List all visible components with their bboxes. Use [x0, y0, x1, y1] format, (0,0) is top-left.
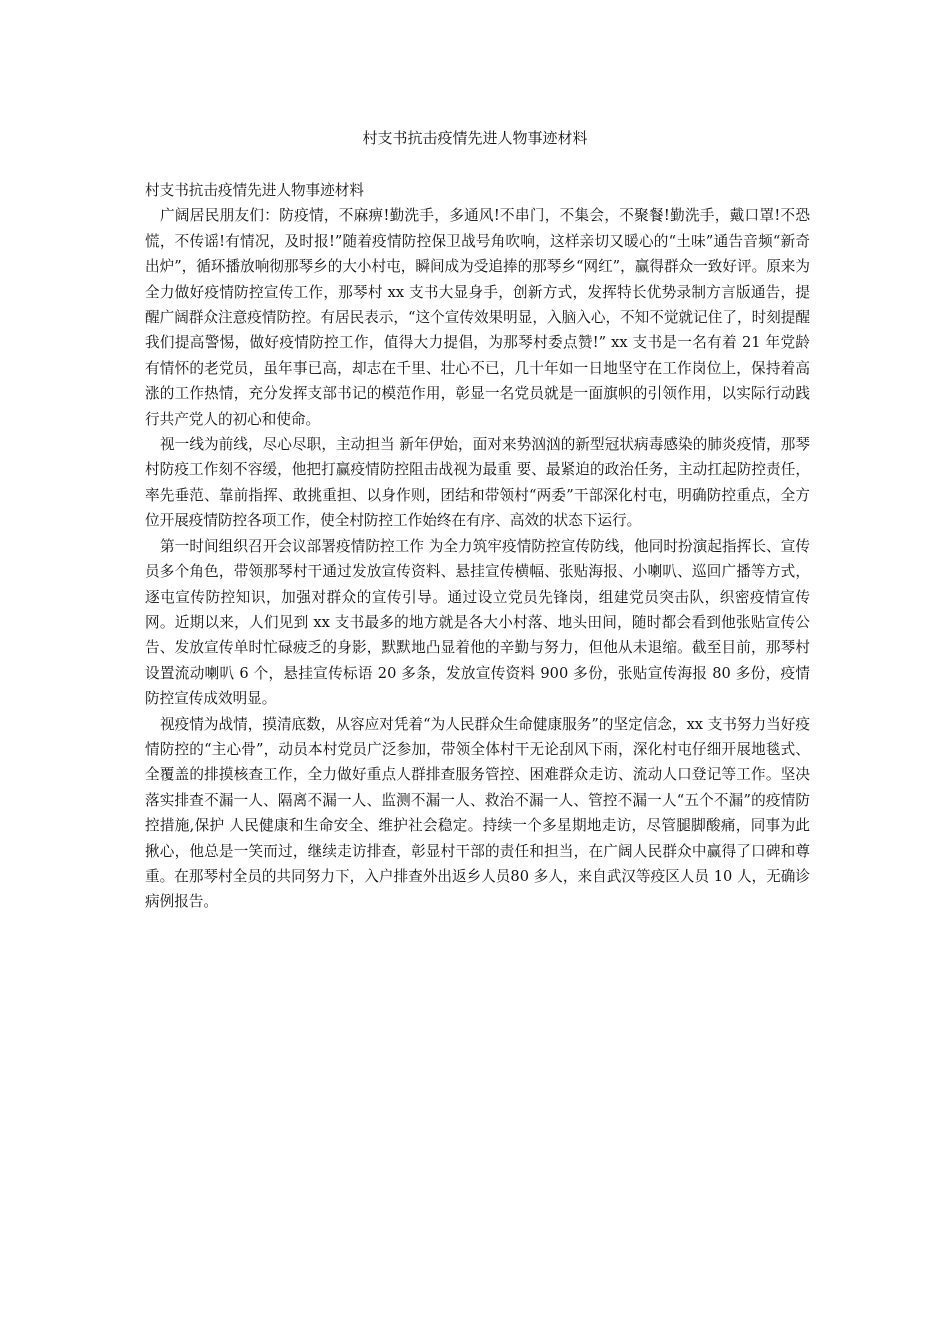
- paragraph-4: 视疫情为战情，摸清底数，从容应对凭着“为人民群众生命健康服务”的坚定信念，xx 支书努力当好疫情防控的“主心骨”，动员本村党员广泛参加，带领全体村干无论刮风下雨，深化村屯仔细开展地毯式、全覆盖的排摸核查工作，全力做好重点人群排查服务管控、困难群众走访、流动人口登记等工作。坚决落实排查不漏一人、隔离不漏一人、监测不漏一人、救治不漏一人、管控不漏一人“五个不漏”的疫情防控措施,保护 人民健康和生命安全、维护社会稳定。持续一个多星期地走访，尽管腿脚酸痛，同事为此揪心，他总是一笑而过，继续走访排查，彰显村干部的责任和担当，在广阔人民群众中赢得了口碑和尊重。在那琴村全员的共同努力下，入户排查外出返乡人员80 多人，来自武汉等疫区人员 10 人，无确诊病例报告。: [145, 715, 810, 911]
- paragraph-3: 第一时间组织召开会议部署疫情防控工作 为全力筑牢疫情防控宣传防线，他同时扮演起指挥长、宣传员多个角色，带领那琴村干通过发放宣传资料、悬挂宣传横幅、张贴海报、小喇叭、巡回广播等方式，逐屯宣传防控知识，加强对群众的宣传引导。通过设立党员先锋岗，组建党员突击队，织密疫情宣传网。近期以来，人们见到 xx 支书最多的地方就是各大小村落、地头田间，随时都会看到他张贴宣传公告、发放宣传单时忙碌疲乏的身影，默默地凸显着他的辛勤与努力，但他从未退缩。截至目前，那琴村设置流动喇叭 6 个，悬挂宣传标语 20 多条，发放宣传资料 900 多份，张贴宣传海报 80 多份，疫情防控宣传成效明显。: [145, 537, 810, 708]
- document-title: 村支书抗击疫情先进人物事迹材料: [362, 129, 588, 147]
- paragraph-1: 广阔居民朋友们：防疫情，不麻痹!勤洗手，多通风!不串门，不集会，不聚餐!勤洗手，戴口罩!不恐慌，不传谣!有情况，及时报!”随着疫情防控保卫战号角吹响，这样亲切又暖心的“土味”通告音频“新奇出炉”，循环播放响彻那琴乡的大小村屯，瞬间成为受追捧的那琴乡“网红”，赢得群众一致好评。原来为全力做好疫情防控宣传工作，那琴村 xx 支书大显身手，创新方式，发挥特长优势录制方言版通告，提醒广阔群众注意疫情防控。有居民表示，“这个宣传效果明显，入脑入心，不知不觉就记住了，时刻提醒我们提高警惕，做好疫情防控工作，值得大力提倡，为那琴村委点赞!” xx 支书是一名有着 21 年党龄有情怀的老党员，虽年事已高，却志在千里、壮心不已，几十年如一日地坚守在工作岗位上，保持着高涨的工作热情，充分发挥支部书记的模范作用，彰显一名党员就是一面旗帜的引领作用，以实际行动践行共产党人的初心和使命。: [145, 207, 810, 428]
- paragraph-2: 视一线为前线，尽心尽职，主动担当 新年伊始，面对来势汹汹的新型冠状病毒感染的肺炎疫情，那琴村防疫工作刻不容缓，他把打赢疫情防控阻击战视为最重 要、最紧迫的政治任务，主动扛起防控责任，率先垂范、靠前指挥、敢挑重担、以身作则，团结和带领村“两委”干部深化村屯，明确防控重点，全方位开展疫情防控各项工作，使全村防控工作始终在有序、高效的状态下运行。: [145, 436, 810, 530]
- document-body: [145, 178, 810, 915]
- document-subtitle: 村支书抗击疫情先进人物事迹材料: [145, 182, 364, 199]
